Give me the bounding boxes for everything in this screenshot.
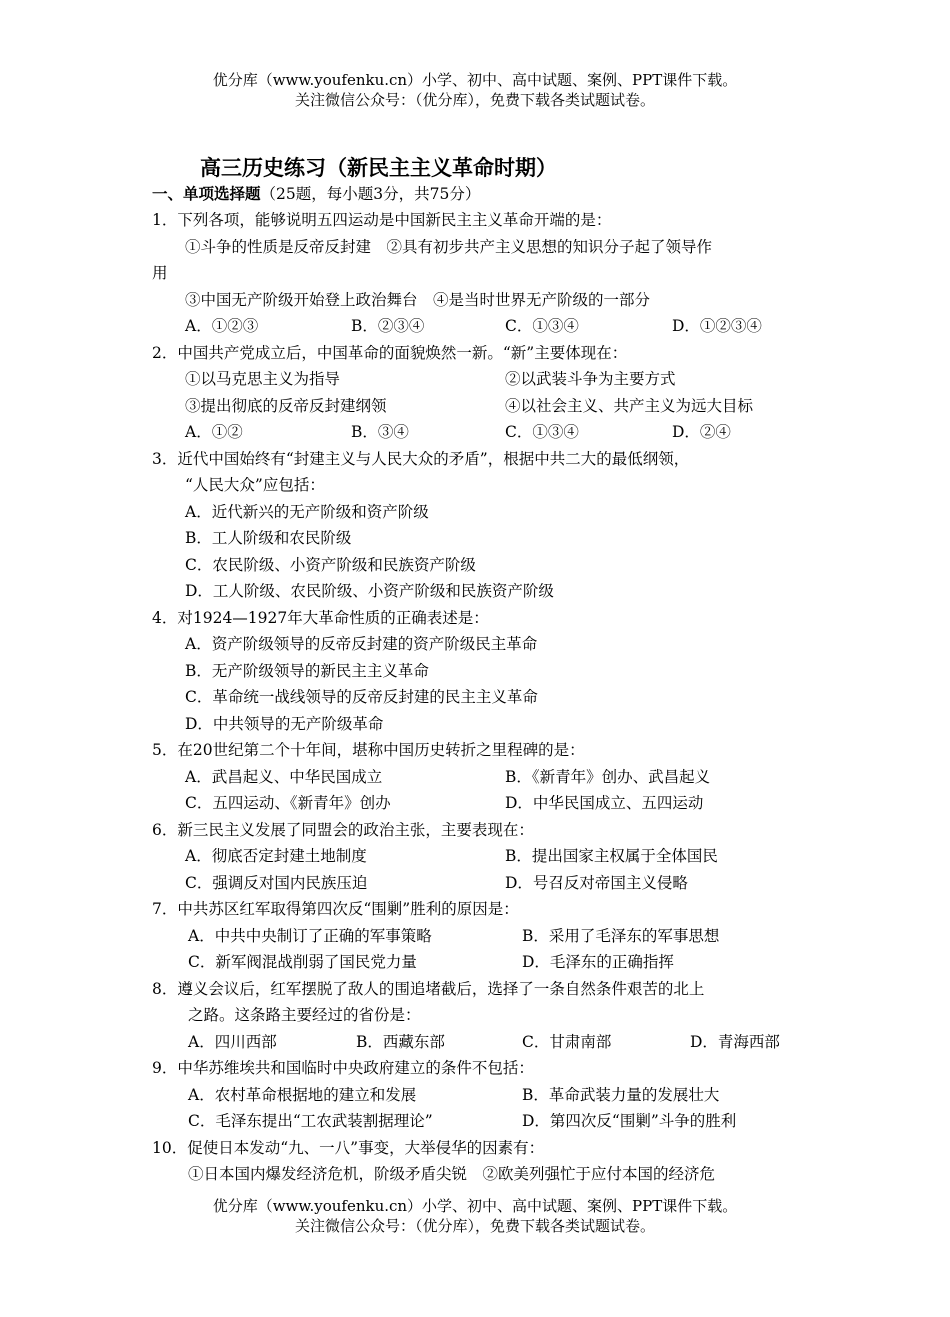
question-2-option-a: A．①② [185,423,243,441]
question-2-item-3: ③提出彻底的反帝反封建纲领 [185,397,387,415]
question-7-option-b: B．采用了毛泽东的军事思想 [522,927,720,945]
footer-line-2: 关注微信公众号：（优分库），免费下载各类试题试卷。 [294,1217,655,1235]
question-6-option-c: C．强调反对国内民族压迫 [185,874,368,892]
question-1-item-line: ①斗争的性质是反帝反封建 ②具有初步共产主义思想的知识分子起了领导作 [185,238,713,256]
question-6-option-d: D．号召反对帝国主义侵略 [505,874,688,892]
question-2-option-c: C．①③④ [505,423,579,441]
question-1-option-c: C．①③④ [505,317,579,335]
question-4-option-b: B．无产阶级领导的新民主主义革命 [185,662,429,680]
footer-line-1: 优分库（www.youfenku.cn）小学、初中、高中试题、案例、PPT课件下载。 [212,1197,738,1215]
section-note: （25题，每小题3分，共75分） [260,185,481,203]
question-9-option-a: A．农村革命根据地的建立和发展 [188,1086,417,1104]
question-9-stem: 9．中华苏维埃共和国临时中央政府建立的条件不包括： [152,1059,534,1077]
question-8-stem: 8．遵义会议后，红军摆脱了敌人的围追堵截后，选择了一条自然条件艰苦的北上 [152,980,705,998]
question-1-stem: 1．下列各项，能够说明五四运动是中国新民主主义革命开端的是： [152,211,612,229]
question-7-option-c: C．新军阀混战削弱了国民党力量 [188,953,417,971]
question-6-option-b: B．提出国家主权属于全体国民 [505,847,718,865]
question-8-option-d: D．青海西部 [690,1033,780,1051]
question-3-stem: 3．近代中国始终有“封建主义与人民大众的矛盾”，根据中共二大的最低纲领， [152,450,690,468]
question-1-option-a: A．①②③ [185,317,259,335]
question-3-option-a: A．近代新兴的无产阶级和资产阶级 [185,503,429,521]
section-heading: 一、单项选择题 [152,184,261,203]
question-6-option-a: A．彻底否定封建土地制度 [185,847,367,865]
header-line-2: 关注微信公众号：（优分库），免费下载各类试题试卷。 [294,91,655,109]
question-2-item-4: ④以社会主义、共产主义为远大目标 [505,397,754,415]
question-1-option-b: B．②③④ [351,317,425,335]
question-9-option-c: C．毛泽东提出“工农武装割据理论” [188,1112,433,1130]
question-5-option-c: C．五四运动、《新青年》创办 [185,794,391,812]
question-8-option-a: A．四川西部 [188,1033,277,1051]
question-5-option-d: D．中华民国成立、五四运动 [505,794,704,812]
question-1-item-line-wrap: 用 [152,264,168,282]
question-2-option-d: D．②④ [672,423,731,441]
question-7-option-a: A．中共中央制订了正确的军事策略 [188,927,432,945]
question-5-option-a: A．武昌起义、中华民国成立 [185,768,383,786]
question-2-stem: 2．中国共产党成立后，中国革命的面貌焕然一新。“新”主要体现在： [152,344,628,362]
question-2-option-b: B．③④ [351,423,409,441]
question-1-option-d: D．①②③④ [672,317,762,335]
question-4-option-c: C．革命统一战线领导的反帝反封建的民主主义革命 [185,688,538,706]
question-1-item-line: ③中国无产阶级开始登上政治舞台 ④是当时世界无产阶级的一部分 [185,291,651,309]
page-title: 高三历史练习（新民主主义革命时期） [200,155,557,180]
question-3-option-b: B．工人阶级和农民阶级 [185,529,352,547]
question-4-stem: 4．对1924—1927年大革命性质的正确表述是： [152,609,489,627]
question-10-item-line: ①日本国内爆发经济危机，阶级矛盾尖锐 ②欧美列强忙于应付本国的经济危 [188,1165,716,1183]
question-10-stem: 10．促使日本发动“九、一八”事变，大举侵华的因素有： [152,1139,545,1157]
header-line-1: 优分库（www.youfenku.cn）小学、初中、高中试题、案例、PPT课件下载。 [212,71,738,89]
question-8-option-b: B．西藏东部 [356,1033,445,1051]
section-heading-line [152,182,480,206]
question-2-item-2: ②以武装斗争为主要方式 [505,370,676,388]
question-6-stem: 6．新三民主义发展了同盟会的政治主张，主要表现在： [152,821,534,839]
question-4-option-a: A．资产阶级领导的反帝反封建的资产阶级民主革命 [185,635,538,653]
question-8-option-c: C．甘肃南部 [522,1033,612,1051]
question-2-item-1: ①以马克思主义为指导 [185,370,341,388]
question-9-option-d: D．第四次反“围剿”斗争的胜利 [522,1112,737,1130]
question-8-stem-wrap: 之路。这条路主要经过的省份是： [188,1006,421,1024]
question-5-stem: 5．在20世纪第二个十年间，堪称中国历史转折之里程碑的是： [152,741,585,759]
question-4-option-d: D．中共领导的无产阶级革命 [185,715,384,733]
question-5-option-b: B．《新青年》创办、武昌起义 [505,768,711,786]
question-3-stem-wrap: “人民大众”应包括： [185,476,325,494]
question-7-option-d: D．毛泽东的正确指挥 [522,953,674,971]
question-3-option-c: C．农民阶级、小资产阶级和民族资产阶级 [185,556,476,574]
question-9-option-b: B．革命武装力量的发展壮大 [522,1086,720,1104]
question-7-stem: 7．中共苏区红军取得第四次反“围剿”胜利的原因是： [152,900,519,918]
question-3-option-d: D．工人阶级、农民阶级、小资产阶级和民族资产阶级 [185,582,554,600]
